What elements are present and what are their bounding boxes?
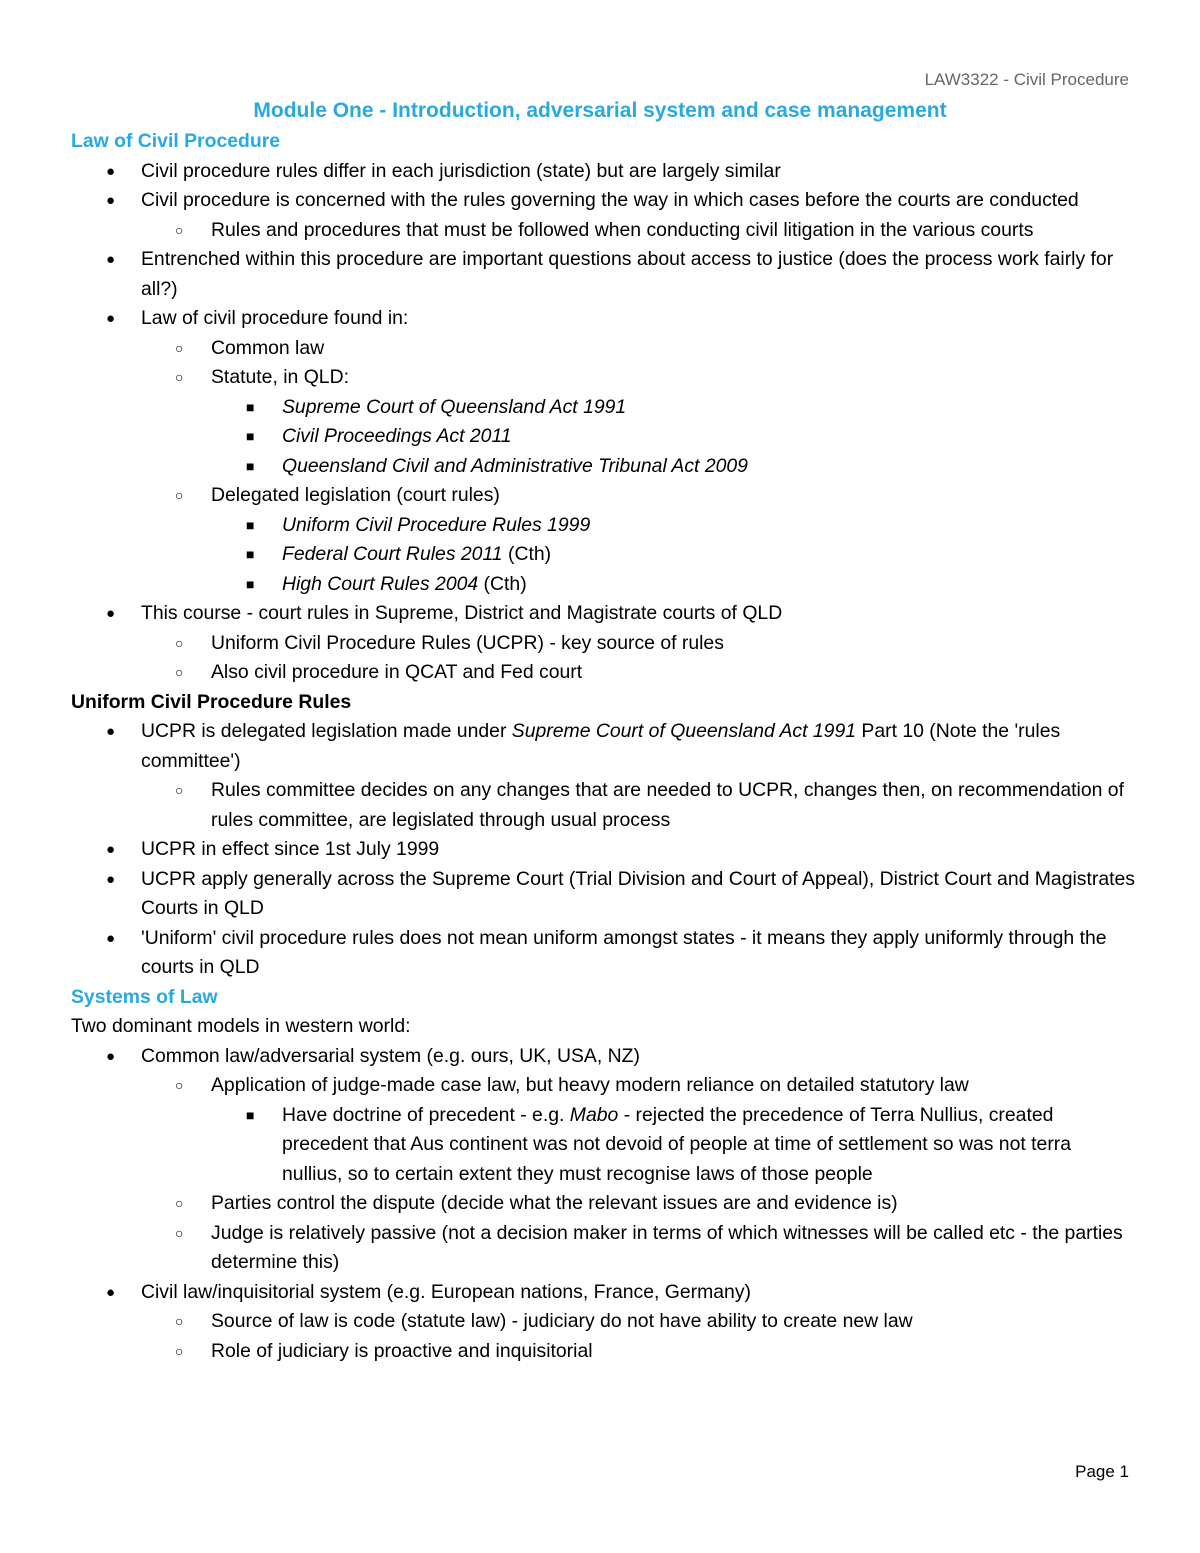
hollow-bullet-icon: ○: [175, 369, 184, 385]
list-item: ■ Have doctrine of precedent - e.g. Mabo - rejected the precedence of Terra Nullius, created precedent that Aus continent was not devoid of people at time of settlement so was not terra nullius, so to certain extent they must recognise laws of those people: [71, 1101, 1136, 1190]
list-item: ○ Parties control the dispute (decide what the relevant issues are and evidence is): [71, 1189, 1136, 1219]
list-item: ■ Queensland Civil and Administrative Tribunal Act 2009: [71, 452, 1136, 482]
list-item: ○ Role of judiciary is proactive and inquisitorial: [71, 1337, 1136, 1367]
heading-law-of-civil-procedure: Law of Civil Procedure: [71, 130, 281, 152]
hollow-bullet-icon: ○: [175, 782, 184, 798]
hollow-bullet-icon: ○: [175, 487, 184, 503]
list-item: ■ Federal Court Rules 2011 (Cth): [71, 540, 1136, 570]
list-item: ● Civil law/inquisitorial system (e.g. European nations, France, Germany): [71, 1278, 1136, 1308]
list-item: ● This course - court rules in Supreme, District and Magistrate courts of QLD: [71, 599, 1136, 629]
bullet-icon: ●: [106, 192, 116, 209]
hollow-bullet-icon: ○: [175, 1224, 184, 1241]
square-bullet-icon: ■: [246, 546, 255, 562]
list-item: ○ Judge is relatively passive (not a decision maker in terms of which witnesses will be called etc - the parties determine this): [71, 1219, 1136, 1278]
bullet-icon: ●: [106, 162, 116, 180]
list-item: ○ Uniform Civil Procedure Rules (UCPR) - key source of rules: [71, 629, 1136, 659]
bullet-icon: ●: [106, 605, 116, 622]
list-item: ● Common law/adversarial system (e.g. ours, UK, USA, NZ): [71, 1042, 1136, 1072]
bullet-icon: ●: [106, 310, 116, 327]
hollow-bullet-icon: ○: [175, 1077, 184, 1093]
list-item: ■ Uniform Civil Procedure Rules 1999: [71, 511, 1136, 541]
list-item: ● 'Uniform' civil procedure rules does not mean uniform amongst states - it means they apply uniformly through the courts in QLD: [71, 924, 1136, 983]
bullet-icon: ●: [106, 841, 116, 858]
document-title: Module One - Introduction, adversarial system and case management: [253, 99, 947, 122]
square-bullet-icon: ■: [246, 457, 255, 474]
square-bullet-icon: ■: [246, 575, 255, 592]
list-item: ● Law of civil procedure found in:: [71, 304, 1136, 334]
list-item: ○ Application of judge-made case law, but heavy modern reliance on detailed statutory law: [71, 1071, 1136, 1101]
list-item: ○ Common law: [71, 334, 1136, 364]
list-item: ○ Rules committee decides on any changes that are needed to UCPR, changes then, on recommendation of rules committee, are legislated through usual process: [71, 776, 1136, 835]
list-item: ■ Civil Proceedings Act 2011: [71, 422, 1136, 452]
page-number: Page 1: [1075, 1462, 1129, 1481]
list-law-of-civil-procedure: [71, 157, 1136, 688]
list-item: ■ High Court Rules 2004 (Cth): [71, 570, 1136, 600]
list-item: ○ Delegated legislation (court rules): [71, 481, 1136, 511]
square-bullet-icon: ■: [246, 516, 255, 533]
hollow-bullet-icon: ○: [175, 339, 184, 356]
list-item: ○ Also civil procedure in QCAT and Fed court: [71, 658, 1136, 688]
square-bullet-icon: ■: [246, 1106, 255, 1123]
list-item: ○ Statute, in QLD:: [71, 363, 1136, 393]
hollow-bullet-icon: ○: [175, 1342, 184, 1359]
hollow-bullet-icon: ○: [175, 221, 184, 238]
list-item: ■ Supreme Court of Queensland Act 1991: [71, 393, 1136, 423]
hollow-bullet-icon: ○: [175, 634, 184, 651]
hollow-bullet-icon: ○: [175, 664, 184, 680]
list-item: ● UCPR in effect since 1st July 1999: [71, 835, 1136, 865]
heading-uniform-civil-procedure-rules: Uniform Civil Procedure Rules: [71, 690, 352, 713]
list-item: ● UCPR is delegated legislation made under Supreme Court of Queensland Act 1991 Part 10 (Note the 'rules committee'): [71, 717, 1136, 776]
bullet-icon: ●: [106, 1283, 116, 1301]
hollow-bullet-icon: ○: [175, 1313, 184, 1329]
bullet-icon: ●: [106, 929, 116, 947]
paragraph-intro: Two dominant models in western world:: [71, 1015, 411, 1037]
list-item: ● UCPR apply generally across the Supreme Court (Trial Division and Court of Appeal), District Court and Magistrates Courts in QLD: [71, 865, 1136, 924]
list-item: ○ Rules and procedures that must be followed when conducting civil litigation in the various courts: [71, 216, 1136, 246]
bullet-icon: ●: [106, 870, 116, 888]
hollow-bullet-icon: ○: [175, 1195, 184, 1211]
bullet-icon: ●: [106, 1047, 116, 1065]
square-bullet-icon: ■: [246, 428, 255, 444]
list-ucpr: [71, 717, 1136, 983]
bullet-icon: ●: [106, 251, 116, 268]
list-item: ● Entrenched within this procedure are important questions about access to justice (does the process work fairly for all?): [71, 245, 1136, 304]
heading-systems-of-law: Systems of Law: [71, 985, 218, 1008]
document-body: [71, 127, 1136, 1366]
list-item: ● Civil procedure rules differ in each jurisdiction (state) but are largely similar: [71, 157, 1136, 187]
list-item: ○ Source of law is code (statute law) - judiciary do not have ability to create new law: [71, 1307, 1136, 1337]
page-header: LAW3322 - Civil Procedure: [924, 70, 1129, 89]
bullet-icon: ●: [106, 723, 116, 740]
square-bullet-icon: ■: [246, 398, 255, 415]
list-systems-of-law: [71, 1042, 1136, 1367]
list-item: ● Civil procedure is concerned with the rules governing the way in which cases before the courts are conducted: [71, 186, 1136, 216]
